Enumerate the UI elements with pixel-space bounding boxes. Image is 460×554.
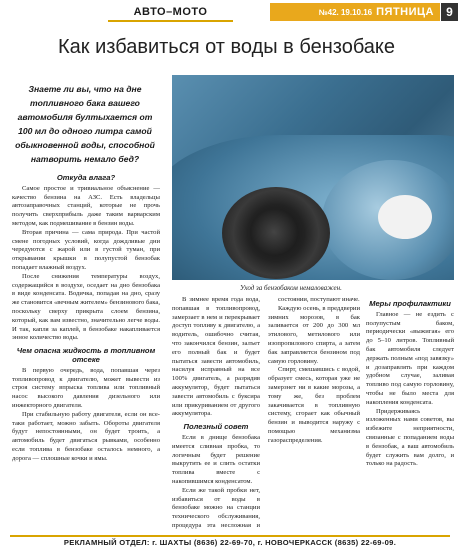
paragraph: Спирт, смешавшись с водой, образует смесь, которая уже не замерзнет ни в какие морозы, а тому же, без проблем закачивается в топливную систему, сгорает как обычный бензин и выводится наружу с помощью механизма газораспределения.	[268, 366, 360, 444]
paragraph: Если же такой пробки нет, избавиться от воды в бензобаке можно на станции технического обслуживания, процедура эта несложная и	[172, 486, 260, 529]
subheading: Полезный совет	[183, 422, 249, 432]
page-header	[0, 0, 460, 24]
paragraph: Придерживаясь изложенных нами советов, вы избежите неприятности, связанные с попаданием воды в бензобак, а ваш автомобиль будет служить вам долго, и только на радость.	[366, 407, 454, 468]
subheading: Откуда влага?	[56, 173, 116, 182]
paragraph: Самое простое и тривиальное объяснение — качество бензина на АЗС. Есть владельцы автозаправочных станций, которые не прочь получить сверхприбыль даже таким варварским методом, как подмешивание в бензин воды.	[12, 184, 160, 227]
weekday-label: ПЯТНИЦА	[376, 6, 434, 18]
paragraph: После снижения температуры воздух, содержащийся в воздухе, оседает на дно бензобака в виде конденсата. Водичка, попадая на дно, сразу же становится «вечным жителем» бензинового бака, поскольку сверху прикрыта слоем бензина, который, как вам известно, значительно легче воды. И так, капля за каплей, в бензобаке накапливается энное количество воды.	[12, 272, 160, 342]
paragraph: В зимнее время года вода, попавшая в топливопровод, замерзает в нем и перекрывает доступ топливу к двигателю, а водитель, ошибочно считая, что закончился бензин, залъет его полный бак и будет пытаться завести автомобиль, насилуя исправный на все 100% двигатель, а разрядив аккумулятор, будет пытаться завести автомобиль с буксира или прикуриванием от другого аккумулятора.	[172, 296, 260, 418]
page-number: 9	[441, 3, 458, 21]
paragraph: Вторая причина — сама природа. При частой смене погодных условий, когда дождливые дни чередуются с жарой или в густой туман, при открывании крышки в полупустой бензобак попадает влажный воздух.	[12, 228, 160, 271]
paragraph: В первую очередь, вода, попавшая через топливопровод к двигателю, может вывести из строя систему впрыска топлива или топливный насос высокого давления дизельного или инжекторного двигателя.	[12, 366, 160, 409]
issue-bar	[270, 3, 440, 21]
subheading: Чем опасна жидкость в топливном отсеке	[16, 346, 156, 364]
article-column-2	[172, 296, 260, 532]
paragraph: Главное — не ездить с полупустым баком, периодически «выжигая» его до 5–10 литров. Топливный бак автомобиля следует держать полным «под завязку» и дозаправлять при каждом удобном случае, заливая топливо под самую горловину, чтобы не было места для накопления конденсата.	[366, 310, 454, 406]
article-column-4	[366, 296, 454, 532]
paragraph: Если в днище бензобака имеется сливная пробка, то логичным будет решение выкрутить ее и слить остатки топлива вместе с накопившимся конденсатом.	[172, 433, 260, 485]
paragraph: Каждую осень, в преддверии зимних морозов, в бак заливается от 200 до 300 мл этилового, метилового или изопропилового спирта, а затем бак заправляется бензином под самую горловину.	[268, 304, 360, 365]
paragraph: состоянии, поступают иначе.	[278, 296, 360, 303]
article-intro: Знаете ли вы, что на дне топливного бака вашего автомобиля бултыхается от 100 мл до одного литра самой обыкновенной воды, способной натворить немало бед?	[15, 84, 155, 164]
fuel-tank-photo	[172, 75, 454, 280]
section-label: АВТО–МОТО	[108, 4, 233, 22]
advertising-footer: РЕКЛАМНЫЙ ОТДЕЛ: г. ШАХТЫ (8636) 22-69-70, г. НОВОЧЕРКАССК (8635) 22-69-09.	[10, 535, 450, 549]
article-column-3	[268, 296, 360, 532]
photo-caption: Уход за бензобаком немаловажен.	[240, 284, 342, 292]
article-headline: Как избавиться от воды в бензобаке	[58, 36, 396, 58]
paragraph: При стабильную работу двигателя, если он все-таки работает, можно забыть. Обороты двигателя будут непостоянными, он будет троить, а автомобиль будет двигаться рывками, особенно если топлива в бензобаке осталось немного, а дорога — сплошные кочки и ямы.	[12, 410, 160, 462]
subheading: Меры профилактики	[369, 299, 451, 308]
issue-number-date: №42. 19.10.16	[318, 7, 373, 17]
article-column-1	[12, 170, 160, 525]
